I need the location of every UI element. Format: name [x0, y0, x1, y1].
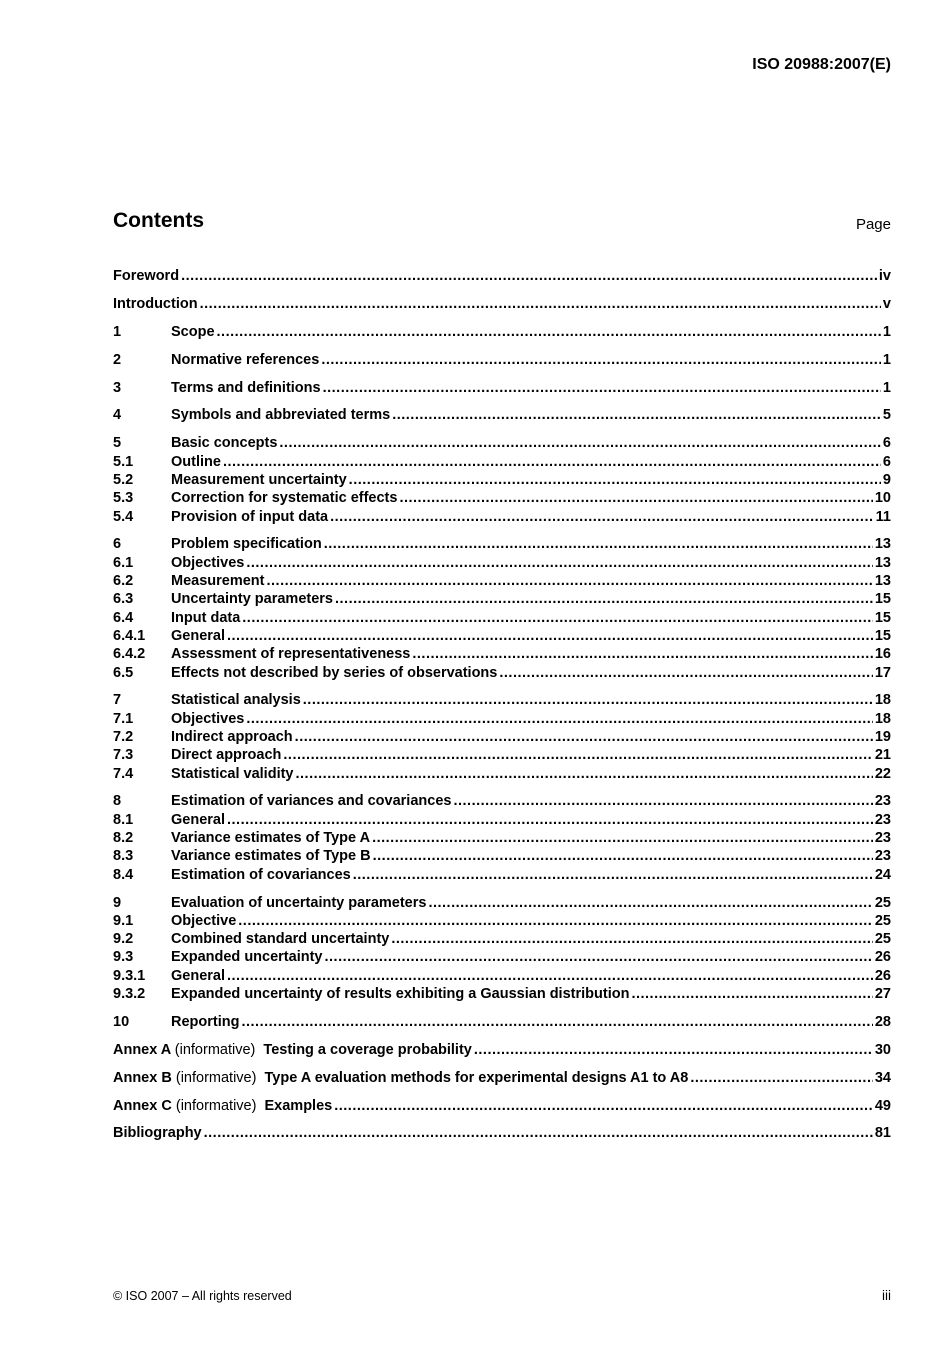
dot-leader: [334, 1098, 873, 1114]
toc-entry-number: 6.4.2: [113, 646, 146, 663]
toc-entry[interactable]: [113, 536, 891, 554]
toc-entry[interactable]: [113, 1014, 891, 1032]
toc-entry-title: Statistical validity: [171, 765, 294, 782]
toc-entry-page: 1: [882, 379, 891, 396]
toc-entry-page: 23: [874, 830, 891, 847]
toc-entry-number: 5.4: [113, 508, 134, 525]
toc-entry-page: 34: [874, 1069, 891, 1086]
dot-leader: [353, 867, 873, 883]
toc-entry-page: 18: [874, 692, 891, 709]
toc-entry[interactable]: [113, 555, 891, 573]
toc-entry[interactable]: [113, 628, 891, 646]
dot-leader: [474, 1042, 873, 1058]
annex-entry[interactable]: [113, 1070, 891, 1088]
toc-entry-number: 6.5: [113, 664, 134, 681]
copyright-notice: © ISO 2007 – All rights reserved: [113, 1289, 292, 1303]
toc-entry-title: Foreword: [113, 268, 180, 284]
dot-leader: [295, 729, 873, 745]
toc-entry-title: Uncertainty parameters: [171, 591, 333, 608]
toc-entry-page: 15: [874, 591, 891, 608]
dot-leader: [373, 848, 873, 864]
toc-entry-page: 9: [882, 471, 891, 488]
dot-leader: [200, 296, 881, 312]
toc-entry[interactable]: [113, 747, 891, 765]
toc-entry-page: 81: [874, 1125, 891, 1142]
toc-entry-title: Reporting: [171, 1013, 240, 1030]
toc-entry-number: 8.1: [113, 811, 134, 828]
toc-entry[interactable]: [113, 895, 891, 913]
toc-entry-page: 22: [874, 765, 891, 782]
toc-entry-page: 6: [882, 453, 891, 470]
annex-entry[interactable]: [113, 1042, 891, 1060]
toc-entry-page: 1: [882, 323, 891, 340]
toc-entry-page: 15: [874, 609, 891, 626]
toc-entry-number: 9.2: [113, 931, 134, 948]
toc-entry-number: 9.3.2: [113, 986, 146, 1003]
dot-leader: [391, 931, 873, 947]
toc-entry[interactable]: [113, 931, 891, 949]
toc-entry[interactable]: [113, 692, 891, 710]
dot-leader: [321, 352, 881, 368]
dot-leader: [690, 1070, 873, 1086]
toc-entry-title: Statistical analysis: [171, 692, 301, 709]
toc-entry-title: Indirect approach: [171, 728, 293, 745]
toc-entry-page: 21: [874, 747, 891, 764]
toc-entry[interactable]: [113, 665, 891, 683]
annex-title: Type A evaluation methods for experimental designs A1 to A8: [264, 1069, 689, 1086]
dot-leader: [227, 812, 873, 828]
dot-leader: [246, 711, 873, 727]
toc-entry-title: General: [171, 967, 225, 984]
toc-entry-title: [113, 1098, 332, 1114]
toc-entry-title: Scope: [171, 323, 215, 340]
toc-entry[interactable]: [113, 490, 891, 508]
toc-entry-page: iv: [878, 268, 891, 284]
toc-entry-page: 26: [874, 967, 891, 984]
toc-entry-page: v: [882, 295, 891, 312]
table-of-contents: [113, 268, 891, 1144]
toc-entry-number: 6.2: [113, 573, 134, 590]
toc-entry-number: 5.2: [113, 471, 134, 488]
toc-entry-title: Introduction: [113, 295, 198, 312]
toc-entry[interactable]: [113, 711, 891, 729]
toc-entry-page: 13: [874, 573, 891, 590]
toc-entry[interactable]: [113, 968, 891, 986]
toc-entry-page: 11: [875, 508, 891, 525]
toc-entry[interactable]: [113, 729, 891, 747]
toc-entry[interactable]: [113, 435, 891, 453]
toc-entry[interactable]: [113, 407, 891, 425]
toc-entry-number: 9.3.1: [113, 967, 146, 984]
toc-entry-number: 7: [113, 692, 122, 709]
dot-leader: [399, 490, 872, 506]
dot-leader: [323, 380, 881, 396]
toc-entry-number: 4: [113, 407, 122, 424]
toc-entry-number: 7.4: [113, 765, 134, 782]
toc-entry-title: Basic concepts: [171, 435, 278, 452]
toc-entry[interactable]: [113, 949, 891, 967]
annex-label: Annex C: [113, 1097, 172, 1114]
dot-leader: [279, 435, 881, 451]
toc-entry-title: Combined standard uncertainty: [171, 931, 390, 948]
annex-kind: (informative): [175, 1097, 257, 1114]
toc-entry-number: 3: [113, 379, 122, 396]
toc-entry-page: 15: [874, 627, 891, 644]
dot-leader: [296, 766, 873, 782]
toc-entry-page: 23: [874, 793, 891, 810]
toc-entry-number: 6.3: [113, 591, 134, 608]
dot-leader: [204, 1125, 873, 1141]
annex-title: Examples: [264, 1097, 333, 1114]
toc-entry-title: Variance estimates of Type A: [171, 830, 371, 847]
toc-entry-number: 5.1: [113, 453, 134, 470]
toc-entry-number: 8.4: [113, 866, 134, 883]
toc-entry-page: 10: [874, 490, 891, 507]
toc-entry-title: [113, 1042, 472, 1058]
toc-entry-page: 25: [874, 912, 891, 929]
toc-entry[interactable]: [113, 324, 891, 342]
toc-entry-page: 25: [874, 894, 891, 911]
toc-entry[interactable]: [113, 454, 891, 472]
toc-entry[interactable]: [113, 812, 891, 830]
toc-entry-page: 17: [874, 664, 891, 681]
toc-entry[interactable]: [113, 646, 891, 664]
toc-entry-title: Direct approach: [171, 747, 282, 764]
toc-entry-page: 13: [874, 554, 891, 571]
toc-entry-number: 7.1: [113, 710, 134, 727]
dot-leader: [266, 573, 872, 589]
dot-leader: [631, 986, 872, 1002]
toc-entry-number: 10: [113, 1013, 130, 1030]
toc-entry-title: Normative references: [171, 351, 320, 368]
toc-entry-page: 5: [882, 407, 891, 424]
dot-leader: [372, 830, 873, 846]
dot-leader: [428, 895, 872, 911]
dot-leader: [238, 913, 873, 929]
toc-entry[interactable]: [113, 867, 891, 885]
toc-entry-title: Objectives: [171, 554, 245, 571]
toc-entry[interactable]: [113, 913, 891, 931]
toc-entry-title: Assessment of representativeness: [171, 646, 411, 663]
toc-entry-number: 5: [113, 435, 122, 452]
toc-entry-page: 18: [874, 710, 891, 727]
dot-leader: [223, 454, 881, 470]
dot-leader: [335, 591, 873, 607]
annex-label: Annex A: [113, 1041, 171, 1058]
dot-leader: [324, 536, 873, 552]
toc-entry-page: 25: [874, 931, 891, 948]
toc-entry-number: 8.2: [113, 830, 134, 847]
toc-entry[interactable]: [113, 380, 891, 398]
toc-entry-number: 9.3: [113, 949, 134, 966]
dot-leader: [330, 509, 874, 525]
dot-leader: [392, 407, 881, 423]
toc-entry-number: 9.1: [113, 912, 134, 929]
dot-leader: [241, 1014, 872, 1030]
toc-entry-page: 23: [874, 811, 891, 828]
document-id: ISO 20988:2007(E): [752, 56, 891, 73]
dot-leader: [227, 628, 873, 644]
dot-leader: [303, 692, 873, 708]
contents-heading: Contents: [113, 209, 204, 232]
dot-leader: [283, 747, 872, 763]
toc-entry-page: 49: [874, 1097, 891, 1114]
annex-kind: (informative): [175, 1069, 257, 1086]
page-number: iii: [882, 1288, 891, 1303]
toc-entry-title: Objectives: [171, 710, 245, 727]
dot-leader: [412, 646, 872, 662]
dot-leader: [227, 968, 873, 984]
toc-entry-title: Effects not described by series of observations: [171, 664, 498, 681]
toc-entry-title: Estimation of variances and covariances: [171, 793, 452, 810]
toc-entry-number: 2: [113, 351, 122, 368]
toc-entry[interactable]: [113, 766, 891, 784]
toc-entry-page: 28: [874, 1013, 891, 1030]
toc-entry[interactable]: [113, 352, 891, 370]
toc-entry-title: Terms and definitions: [171, 379, 321, 396]
annex-entry[interactable]: [113, 1098, 891, 1116]
toc-entry-number: 8: [113, 793, 122, 810]
annex-title: Testing a coverage probability: [263, 1041, 472, 1058]
toc-entry-title: [113, 1070, 688, 1086]
toc-entry-number: 9: [113, 894, 122, 911]
toc-entry[interactable]: [113, 472, 891, 490]
toc-entry-number: 7.3: [113, 747, 134, 764]
toc-entry-page: 30: [874, 1041, 891, 1058]
toc-entry[interactable]: [113, 509, 891, 527]
toc-entry-title: Symbols and abbreviated terms: [171, 407, 391, 424]
dot-leader: [217, 324, 881, 340]
toc-entry-title: Expanded uncertainty: [171, 949, 323, 966]
toc-entry-title: Provision of input data: [171, 508, 329, 525]
toc-entry-number: 6.4.1: [113, 627, 146, 644]
toc-entry[interactable]: [113, 573, 891, 591]
toc-entry-title: Bibliography: [113, 1125, 202, 1142]
toc-entry-page: 6: [882, 435, 891, 452]
bibliography-entry[interactable]: [113, 1125, 891, 1143]
toc-entry[interactable]: [113, 793, 891, 811]
toc-entry-title: Correction for systematic effects: [171, 490, 398, 507]
toc-entry[interactable]: [113, 268, 891, 286]
toc-entry-title: Evaluation of uncertainty parameters: [171, 894, 427, 911]
toc-entry-title: Estimation of covariances: [171, 866, 351, 883]
toc-entry-title: General: [171, 627, 225, 644]
toc-entry[interactable]: [113, 986, 891, 1004]
toc-entry[interactable]: [113, 296, 891, 314]
dot-leader: [181, 268, 877, 284]
toc-entry-title: General: [171, 811, 225, 828]
toc-entry-title: Variance estimates of Type B: [171, 848, 371, 865]
toc-entry-title: Input data: [171, 609, 241, 626]
toc-entry-page: 23: [874, 848, 891, 865]
toc-entry-title: Outline: [171, 453, 221, 470]
toc-entry-page: 16: [874, 646, 891, 663]
toc-entry-page: 19: [874, 728, 891, 745]
toc-entry-page: 13: [874, 536, 891, 553]
toc-entry-number: 8.3: [113, 848, 134, 865]
toc-entry-title: Problem specification: [171, 536, 322, 553]
toc-entry-number: 1: [113, 323, 122, 340]
toc-entry[interactable]: [113, 591, 891, 609]
toc-entry-page: 1: [882, 351, 891, 368]
toc-entry-page: 26: [874, 949, 891, 966]
annex-label: Annex B: [113, 1069, 172, 1086]
toc-entry[interactable]: [113, 610, 891, 628]
toc-entry-page: 27: [874, 986, 891, 1003]
toc-entry-number: 6.4: [113, 609, 134, 626]
toc-entry-title: Expanded uncertainty of results exhibiting a Gaussian distribution: [171, 986, 630, 1003]
dot-leader: [242, 610, 873, 626]
toc-entry-number: 6.1: [113, 554, 134, 571]
dot-leader: [453, 793, 872, 809]
toc-entry-title: Measurement uncertainty: [171, 471, 347, 488]
toc-entry[interactable]: [113, 830, 891, 848]
toc-entry-number: 6: [113, 536, 122, 553]
dot-leader: [349, 472, 881, 488]
page-column-label: Page: [855, 216, 891, 233]
dot-leader: [499, 665, 873, 681]
toc-entry-title: Objective: [171, 912, 237, 929]
toc-entry-page: 24: [874, 866, 891, 883]
toc-entry[interactable]: [113, 848, 891, 866]
toc-entry-number: 7.2: [113, 728, 134, 745]
toc-entry-title: Measurement: [171, 573, 265, 590]
toc-entry-number: 5.3: [113, 490, 134, 507]
annex-kind: (informative): [174, 1041, 256, 1058]
dot-leader: [246, 555, 873, 571]
dot-leader: [324, 949, 872, 965]
